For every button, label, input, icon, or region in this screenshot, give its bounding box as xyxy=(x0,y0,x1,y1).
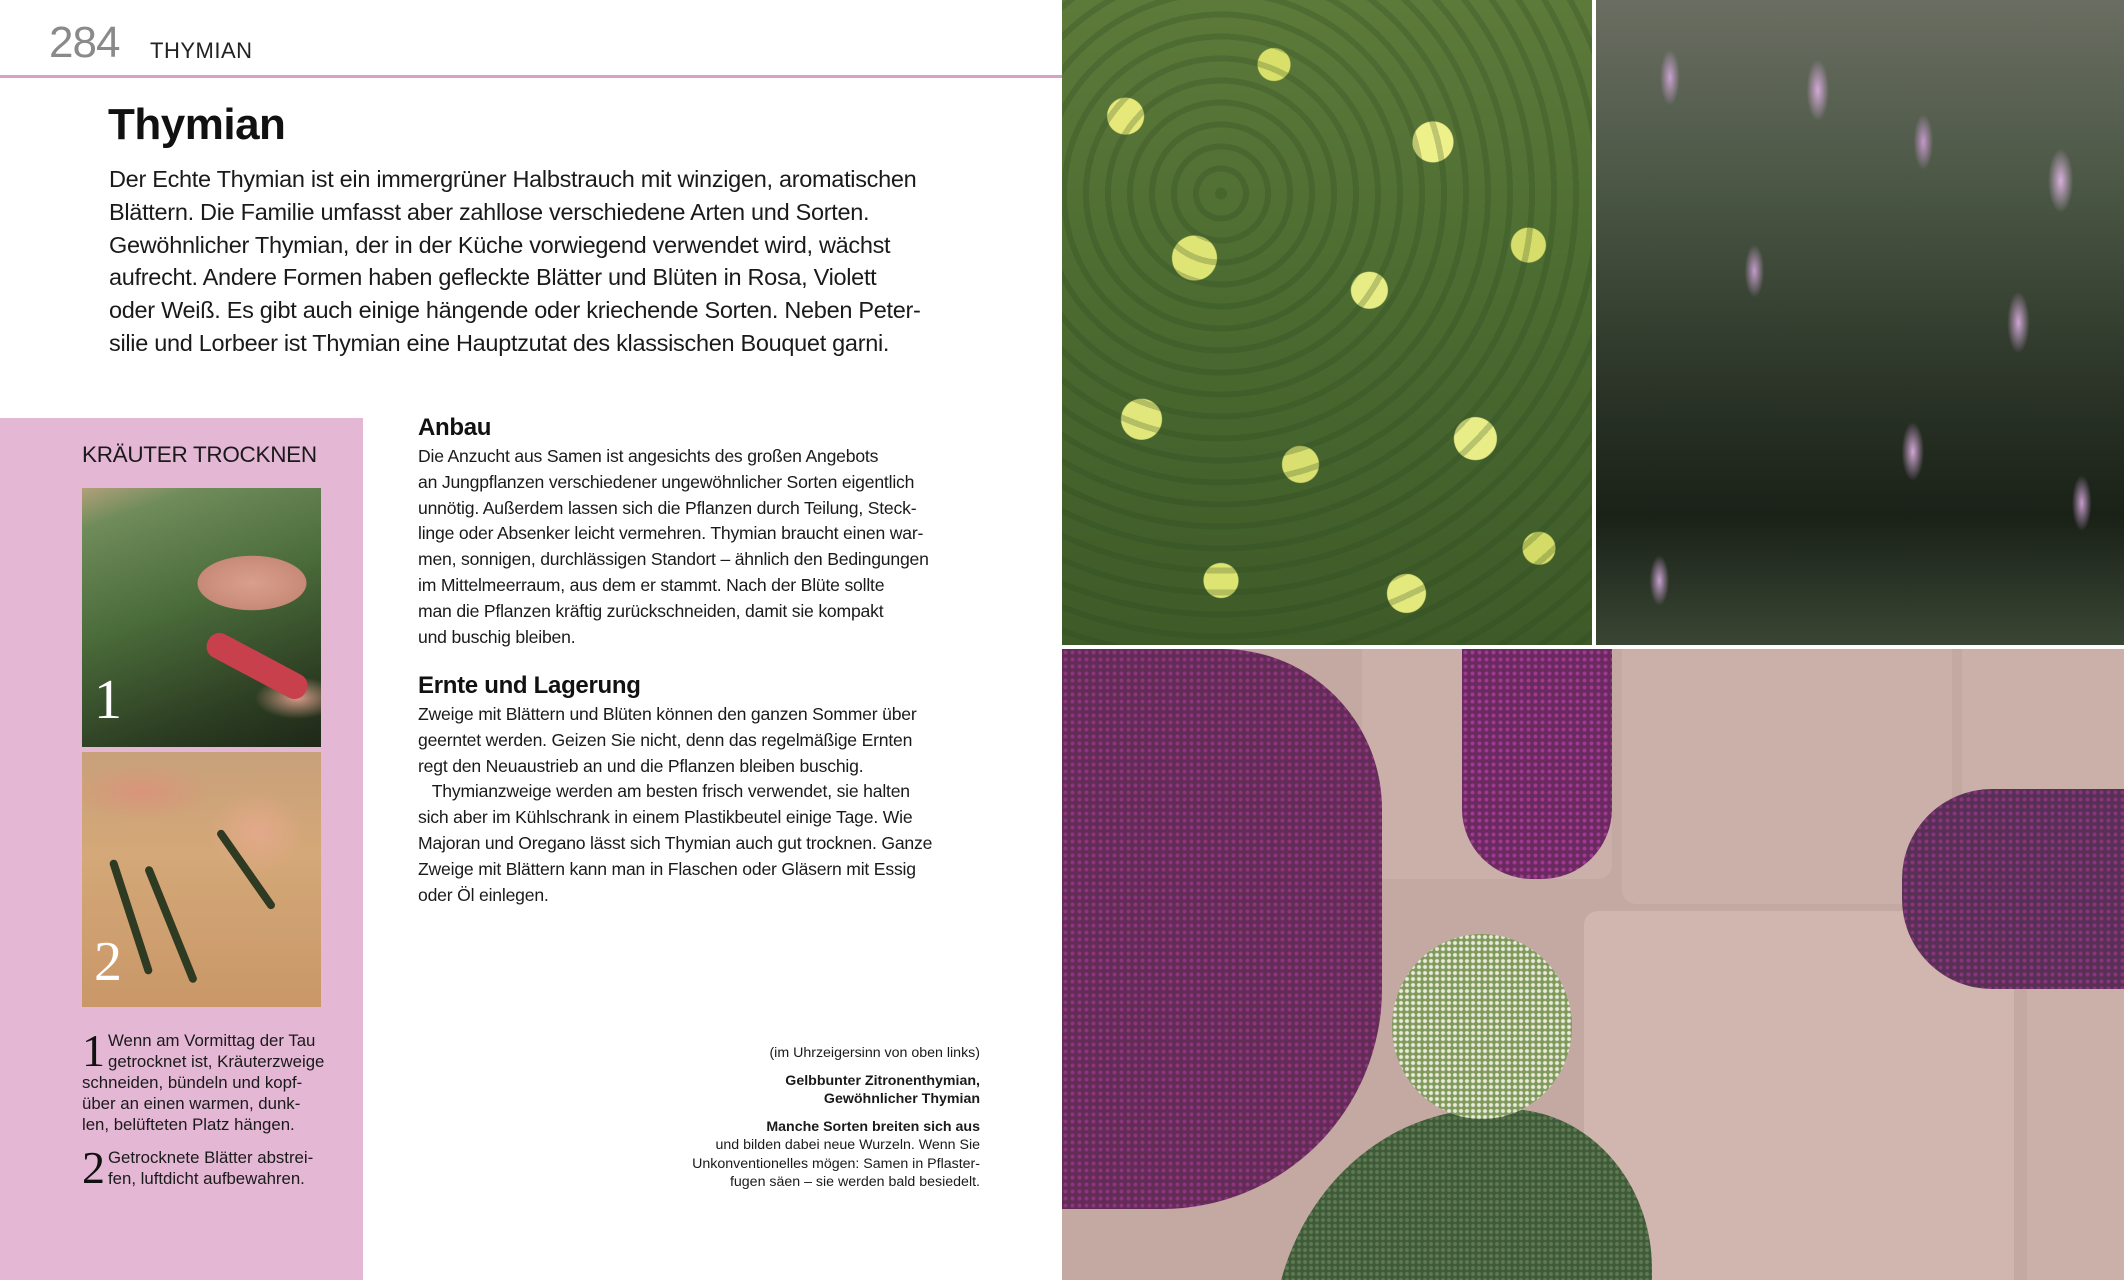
thyme-patch-magenta xyxy=(1902,789,2124,989)
caption-bottom-photo-line: fugen säen – sie werden bald besiedelt. xyxy=(729,1174,980,1190)
intro-line: Der Echte Thymian ist ein immergrüner Halbstrauch mit winzigen, aromatischen xyxy=(109,166,917,192)
intro-line: silie und Lorbeer ist Thymian eine Hauptzutat des klassischen Bouquet garni. xyxy=(109,329,890,356)
body-line: men, sonnigen, durchlässigen Standort – ähnlich den Bedingungen xyxy=(418,549,929,570)
section-heading-anbau: Anbau xyxy=(418,414,492,441)
step-1 xyxy=(82,1025,332,1135)
caption-orientation: (im Uhrzeigersinn von oben links) xyxy=(769,1045,980,1061)
body-line: und buschig bleiben. xyxy=(418,626,576,647)
intro-paragraph xyxy=(109,163,989,360)
caption-top-photos: Gewöhnlicher Thymian xyxy=(823,1091,980,1107)
drying-steps xyxy=(82,1025,332,1201)
sidebar-title: KRÄUTER TROCKNEN xyxy=(82,442,317,467)
header-rule xyxy=(0,75,1062,78)
caption-top-photos: Gelbbunter Zitronenthymian, xyxy=(785,1072,980,1089)
photo-divider-vertical xyxy=(1592,0,1596,645)
body-line: oder Öl einlegen. xyxy=(418,884,549,905)
body-line: Majoran und Oregano lässt sich Thymian auch gut trocknen. Ganze xyxy=(418,832,933,853)
photo-common-thyme xyxy=(1596,0,2124,645)
body-line: Die Anzucht aus Samen ist angesichts des großen Angebots xyxy=(418,446,879,466)
step-line: über an einen warmen, dunk- xyxy=(82,1094,301,1113)
body-line: Zweige mit Blättern und Blüten können den ganzen Sommer über xyxy=(418,704,917,724)
step-2 xyxy=(82,1142,332,1193)
thyme-patch-white xyxy=(1392,934,1572,1119)
section-heading-ernte: Ernte und Lagerung xyxy=(418,672,641,699)
body-line: an Jungpflanzen verschiedener ungewöhnlicher Sorten eigentlich xyxy=(418,471,915,492)
paving-stone xyxy=(2027,949,2124,1280)
photo-step-2 xyxy=(82,752,321,1007)
section-body-anbau xyxy=(418,444,998,650)
photo-lemon-thyme xyxy=(1062,0,1592,645)
step-number: 2 xyxy=(82,1142,105,1193)
body-line: geerntet werden. Geizen Sie nicht, denn das regelmäßige Ernten xyxy=(418,729,913,750)
intro-line: Gewöhnlicher Thymian, der in der Küche vorwiegend verwendet wird, wächst xyxy=(109,231,891,258)
thyme-patch-magenta xyxy=(1062,649,1382,1209)
step-number: 1 xyxy=(82,1025,105,1076)
caption-bottom-photo-line: Unkonventionelles mögen: Samen in Pflaster- xyxy=(692,1155,980,1172)
page-number: 284 xyxy=(49,18,120,67)
thyme-patch-magenta xyxy=(1462,649,1612,879)
step-line: Wenn am Vormittag der Tau xyxy=(108,1031,316,1050)
body-line: im Mittelmeerraum, aus dem er stammt. Nach der Blüte sollte xyxy=(418,574,885,595)
intro-line: aufrecht. Andere Formen haben gefleckte Blätter und Blüten in Rosa, Violett xyxy=(109,264,877,291)
sprig-shape xyxy=(144,865,198,984)
sprig-shape xyxy=(215,828,276,910)
body-line: sich aber im Kühlschrank in einem Plastikbeutel einige Tage. Wie xyxy=(418,807,913,828)
caption-bottom-photo-line: und bilden dabei neue Wurzeln. Wenn Sie xyxy=(715,1137,980,1153)
step-line: len, belüfteten Platz hängen. xyxy=(82,1115,295,1134)
body-line: Zweige mit Blättern kann man in Flaschen oder Gläsern mit Essig xyxy=(418,858,916,879)
body-line: unnötig. Außerdem lassen sich die Pflanzen durch Teilung, Steck- xyxy=(418,497,917,518)
body-line: linge oder Absenker leicht vermehren. Thymian braucht einen war- xyxy=(418,523,924,544)
running-head: THYMIAN xyxy=(150,38,253,63)
photo-step-1 xyxy=(82,488,321,747)
photo-creeping-thyme xyxy=(1062,649,2124,1280)
photo-step-number: 1 xyxy=(94,669,122,731)
photo-step-number: 2 xyxy=(94,931,122,993)
caption-bottom-photo-title: Manche Sorten breiten sich aus xyxy=(766,1118,980,1135)
shears-shape xyxy=(202,629,311,704)
step-line: schneiden, bündeln und kopf- xyxy=(82,1073,303,1092)
photo-caption xyxy=(660,1044,980,1192)
body-line: Thymianzweige werden am besten frisch verwendet, sie halten xyxy=(418,781,910,802)
body-line: man die Pflanzen kräftig zurückschneiden, damit sie kompakt xyxy=(418,600,884,621)
intro-line: oder Weiß. Es gibt auch einige hängende oder kriechende Sorten. Neben Peter- xyxy=(109,297,921,324)
intro-line: Blättern. Die Familie umfasst aber zahllose verschiedene Arten und Sorten. xyxy=(109,198,870,225)
step-line: getrocknet ist, Kräuterzweige xyxy=(108,1052,325,1071)
section-body-ernte xyxy=(418,702,998,908)
step-line: fen, luftdicht aufbewahren. xyxy=(108,1169,305,1188)
step-line: Getrocknete Blätter abstrei- xyxy=(108,1148,314,1167)
page-title: Thymian xyxy=(108,100,286,149)
body-line: regt den Neuaustrieb an und die Pflanzen bleiben buschig. xyxy=(418,755,864,776)
